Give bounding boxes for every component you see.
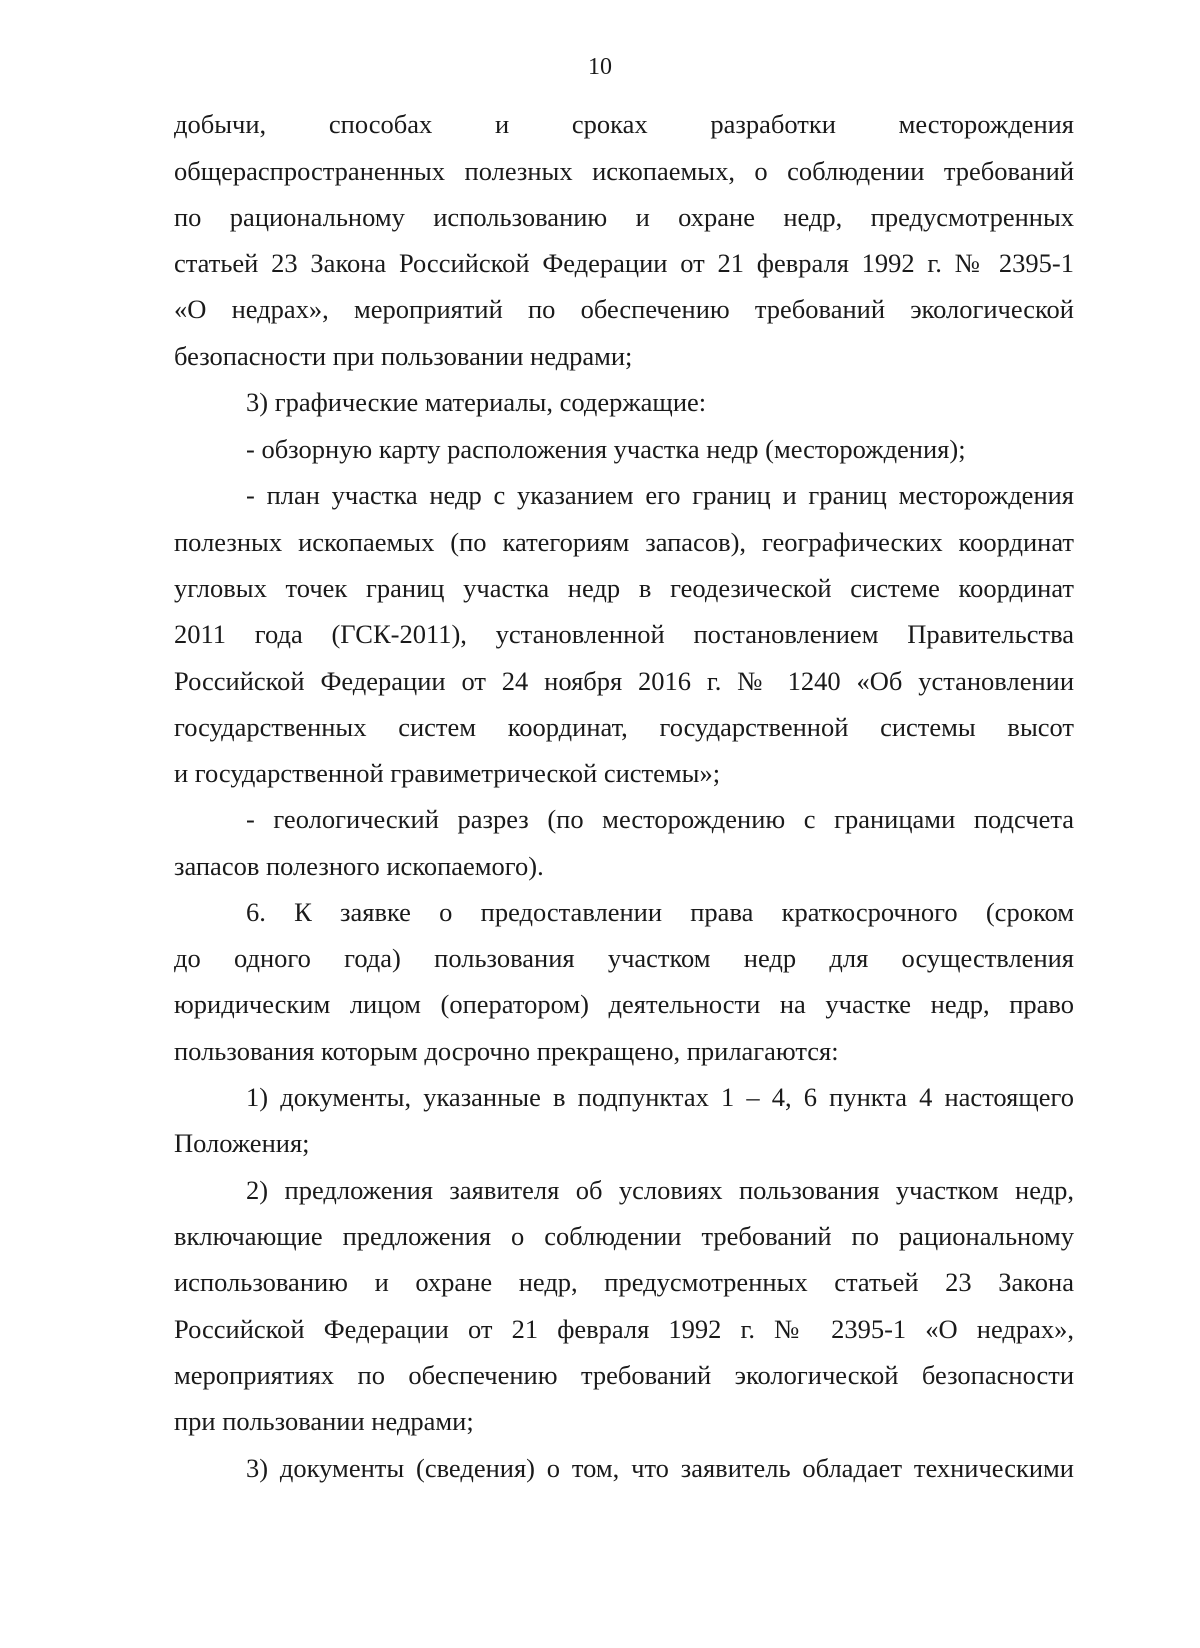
text-line: безопасности при пользовании недрами; [174,341,633,371]
text-line: - обзорную карту расположения участка недр (месторождения); [246,434,966,464]
text-line: 3) документы (сведения) о том, что заявитель обладает техническими [246,1453,1074,1483]
text-line: 2011 года (ГСК-2011), установленной постановлением Правительства [174,619,1074,649]
text-line: до одного года) пользования участком недр для осуществления [174,943,1074,973]
text-line: при пользовании недрами; [174,1406,474,1436]
text-line: Положения; [174,1128,310,1158]
text-line: мероприятиях по обеспечению требований экологической безопасности [174,1360,1074,1390]
text-line: - геологический разрез (по месторождению с границами подсчета [246,804,1074,834]
text-line: «О недрах», мероприятий по обеспечению требований экологической [174,294,1074,324]
text-line: полезных ископаемых (по категориям запасов), географических координат [174,527,1074,557]
text-line: 3) графические материалы, содержащие: [246,387,707,417]
text-line: 2) предложения заявителя об условиях пользования участком недр, [246,1175,1074,1205]
text-line: статьей 23 Закона Российской Федерации от 21 февраля 1992 г. № 2395-1 [174,248,1074,278]
text-line: запасов полезного ископаемого). [174,851,544,881]
text-line: пользования которым досрочно прекращено, прилагаются: [174,1036,839,1066]
text-line: общераспространенных полезных ископаемых, о соблюдении требований [174,156,1074,186]
text-line: Российской Федерации от 21 февраля 1992 г. № 2395-1 «О недрах», [174,1314,1074,1344]
text-line: угловых точек границ участка недр в геодезической системе координат [174,573,1074,603]
text-line: Российской Федерации от 24 ноября 2016 г. № 1240 «Об установлении [174,666,1074,696]
text-line: использованию и охране недр, предусмотренных статьей 23 Закона [174,1267,1074,1297]
text-line: добычи, способах и сроках разработки месторождения [174,109,1074,139]
text-line: юридическим лицом (оператором) деятельности на участке недр, право [174,989,1074,1019]
text-line: по рациональному использованию и охране недр, предусмотренных [174,202,1074,232]
text-line: 6. К заявке о предоставлении права краткосрочного (сроком [246,897,1074,927]
text-line: государственных систем координат, государственной системы высот [174,712,1074,742]
page-number: 10 [588,54,612,80]
text-line: и государственной гравиметрической системы»; [174,758,721,788]
text-line: 1) документы, указанные в подпунктах 1 – 4, 6 пункта 4 настоящего [246,1082,1074,1112]
text-line: - план участка недр с указанием его границ и границ месторождения [246,480,1074,510]
text-line: включающие предложения о соблюдении требований по рациональному [174,1221,1074,1251]
